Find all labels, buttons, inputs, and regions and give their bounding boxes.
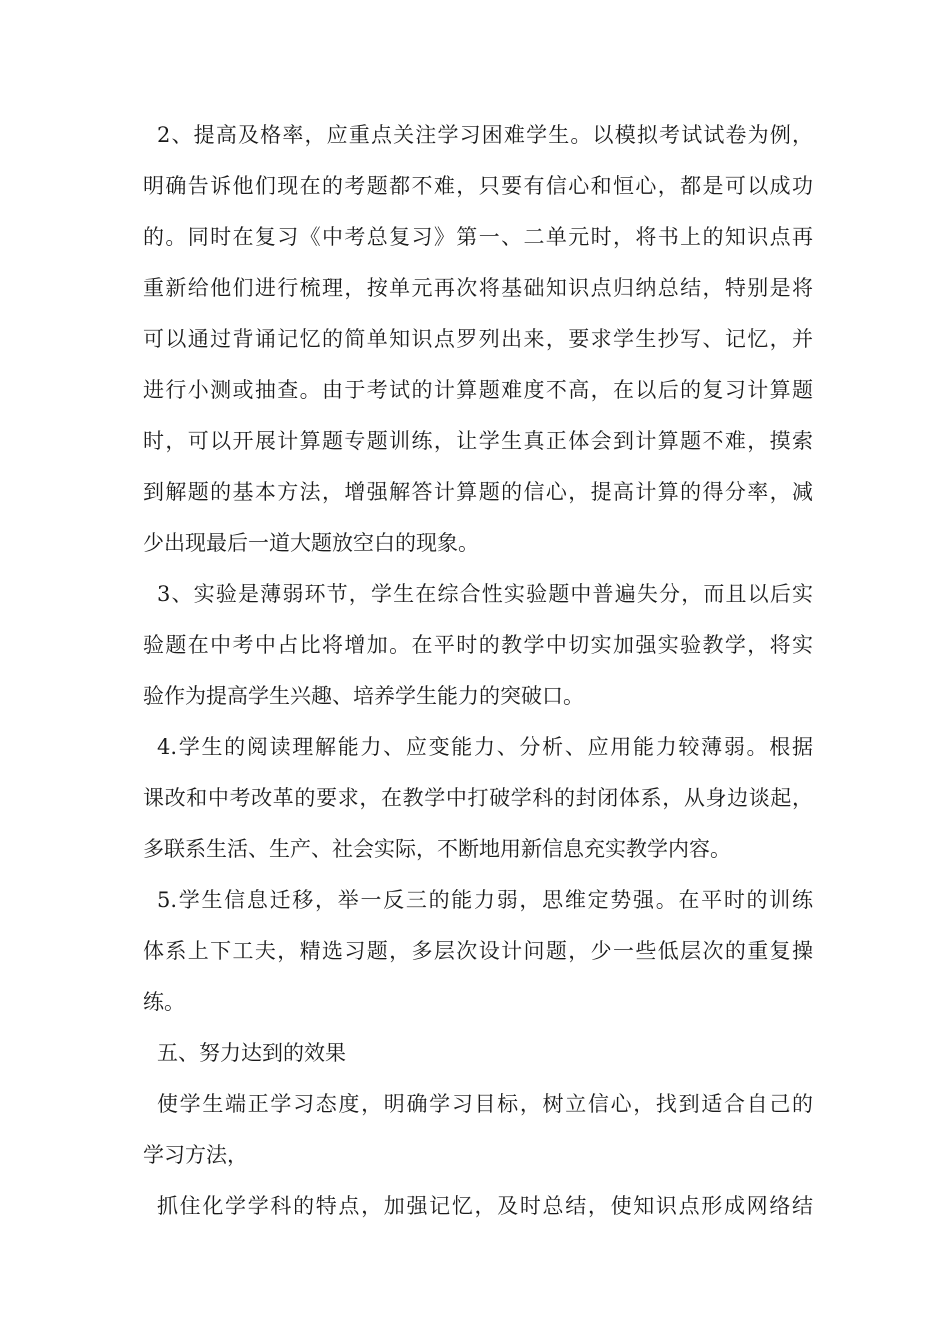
paragraph-3-line-3: 验作为提高学生兴趣、培养学生能力的突破口。: [143, 684, 584, 708]
paragraph-2-line-7: 时，可以开展计算题专题训练，让学生真正体会到计算题不难，摸索: [143, 429, 813, 453]
effect-paragraph-line-1: 使学生端正学习态度，明确学习目标，树立信心，找到适合自己的: [157, 1092, 813, 1116]
paragraph-2-line-4: 重新给他们进行梳理，按单元再次将基础知识点归纳总结，特别是将: [143, 276, 813, 300]
paragraph-3-line-2: 验题在中考中占比将增加。在平时的教学中切实加强实验教学，将实: [143, 633, 813, 657]
effect-paragraph-line-2: 学习方法，: [143, 1143, 248, 1167]
paragraph-2-line-5: 可以通过背诵记忆的简单知识点罗列出来，要求学生抄写、记忆，并: [143, 327, 813, 351]
paragraph-5-line-2: 体系上下工夫，精选习题，多层次设计问题，少一些低层次的重复操: [143, 939, 813, 963]
paragraph-2-line-1: 2、提高及格率，应重点关注学习困难学生。以模拟考试试卷为例，: [157, 123, 813, 147]
paragraph-3-line-1: 3、实验是薄弱环节，学生在综合性实验题中普遍失分，而且以后实: [157, 582, 813, 606]
paragraph-4-line-3: 多联系生活、生产、社会实际，不断地用新信息充实教学内容。: [143, 837, 731, 861]
paragraph-2-line-8: 到解题的基本方法，增强解答计算题的信心，提高计算的得分率，减: [143, 480, 813, 504]
paragraph-2-line-2: 明确告诉他们现在的考题都不难，只要有信心和恒心，都是可以成功: [143, 174, 813, 198]
paragraph-4-line-2: 课改和中考改革的要求，在教学中打破学科的封闭体系，从身边谈起，: [143, 786, 813, 810]
section-heading: 五、努力达到的效果: [157, 1041, 346, 1065]
paragraph-5-line-1: 5.学生信息迁移，举一反三的能力弱，思维定势强。在平时的训练: [157, 888, 813, 912]
paragraph-5-line-3: 练。: [143, 990, 185, 1014]
paragraph-4-line-1: 4.学生的阅读理解能力、应变能力、分析、应用能力较薄弱。根据: [157, 735, 813, 759]
paragraph-2-line-9: 少出现最后一道大题放空白的现象。: [143, 531, 479, 555]
effect-paragraph-2-line-1: 抓住化学学科的特点，加强记忆，及时总结，使知识点形成网络结: [157, 1194, 813, 1218]
paragraph-2-line-6: 进行小测或抽查。由于考试的计算题难度不高，在以后的复习计算题: [143, 378, 813, 402]
paragraph-2-line-3: 的。同时在复习《中考总复习》第一、二单元时，将书上的知识点再: [143, 225, 813, 249]
